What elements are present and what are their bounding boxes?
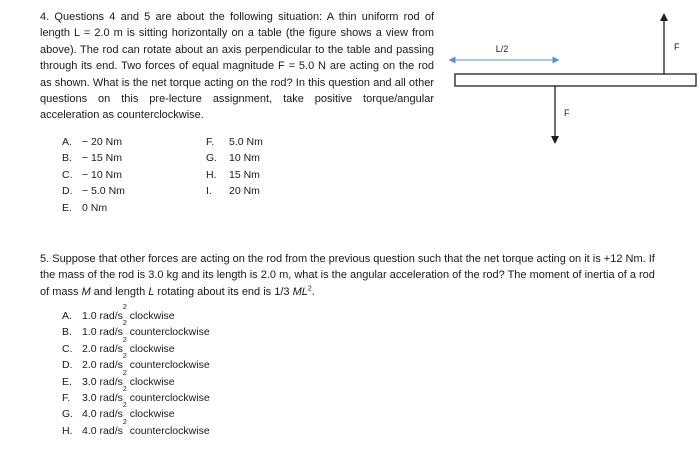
q5-option-unit-sup: 2 bbox=[122, 369, 127, 377]
q5-option-unit: rad/s bbox=[99, 424, 123, 437]
q5-option-letter: F. bbox=[62, 392, 71, 405]
q5-option-g[interactable] bbox=[62, 402, 210, 422]
q5-squared: 2 bbox=[307, 285, 312, 293]
q5-option-unit-sup: 2 bbox=[122, 320, 127, 328]
q5-option-dir: clockwise bbox=[129, 408, 175, 421]
q4-option-d[interactable] bbox=[62, 183, 125, 199]
q5-option-dir: clockwise bbox=[129, 310, 175, 322]
q4-option-value: − 15 Nm bbox=[82, 152, 122, 165]
q5-option-unit-sup: 2 bbox=[122, 336, 127, 344]
q5-option-b[interactable] bbox=[62, 320, 210, 340]
q4-option-value: 10 Nm bbox=[229, 152, 260, 165]
q5-option-dir: counterclockwise bbox=[129, 326, 210, 339]
q5-option-h[interactable] bbox=[62, 418, 210, 439]
force-label-bottom: F bbox=[564, 108, 570, 118]
q4-option-b[interactable] bbox=[62, 150, 125, 166]
q5-option-value: 3.0 bbox=[82, 392, 97, 405]
force-label-top: F bbox=[674, 42, 680, 52]
q4-option-a[interactable] bbox=[62, 134, 125, 150]
q5-option-unit: rad/s bbox=[99, 326, 123, 339]
q5-option-unit-sup: 2 bbox=[122, 304, 127, 311]
q5-option-letter: D. bbox=[62, 359, 73, 372]
q5-option-letter: H. bbox=[62, 424, 73, 437]
q5-option-value: 3.0 bbox=[82, 375, 97, 388]
q4-option-value: − 10 Nm bbox=[82, 168, 122, 181]
q5-option-dir: counterclockwise bbox=[129, 424, 210, 437]
q5-option-value: 2.0 bbox=[82, 342, 97, 355]
q5-text-end: . bbox=[311, 285, 315, 298]
q5-option-d[interactable] bbox=[62, 353, 210, 373]
q5-option-unit: rad/s bbox=[99, 408, 123, 421]
q5-option-unit: rad/s bbox=[99, 342, 123, 355]
q5-option-unit: rad/s bbox=[99, 310, 123, 322]
q4-option-letter: H. bbox=[206, 168, 217, 181]
q5-option-dir: counterclockwise bbox=[129, 392, 210, 405]
question-5-text bbox=[40, 251, 664, 300]
q4-option-h[interactable] bbox=[206, 167, 263, 183]
half-length-label: L/2 bbox=[495, 44, 509, 54]
q5-option-value: 1.0 bbox=[82, 310, 97, 322]
q5-option-unit: rad/s bbox=[99, 375, 123, 388]
q5-length-symbol: L bbox=[148, 285, 155, 298]
q4-option-value: 5.0 Nm bbox=[229, 136, 263, 148]
q5-option-letter: C. bbox=[62, 342, 73, 355]
q5-option-dir: clockwise bbox=[129, 342, 175, 355]
q5-text-part1: 5. Suppose that other forces are acting on the rod from the previous question such that the net torque acting on it is +12 Nm. If the mass of the rod is 3.0 kg and its length is 2.0 m, what is the angular acceleration of the rod? The moment of inertia of a rod of mass bbox=[40, 253, 655, 298]
q5-ml-symbol: ML bbox=[292, 285, 308, 298]
q5-option-f[interactable] bbox=[62, 386, 210, 406]
q4-option-g[interactable] bbox=[206, 150, 263, 166]
q5-options bbox=[62, 304, 210, 439]
q4-option-value: 20 Nm bbox=[229, 185, 260, 198]
q4-option-letter: I. bbox=[206, 185, 212, 198]
q5-option-dir: clockwise bbox=[129, 375, 175, 388]
q5-option-unit-sup: 2 bbox=[122, 402, 127, 410]
q5-option-unit-sup: 2 bbox=[122, 353, 127, 361]
q4-option-letter: C. bbox=[62, 168, 73, 181]
q5-option-value: 1.0 bbox=[82, 326, 97, 339]
q4-option-f[interactable] bbox=[206, 134, 263, 150]
q5-option-value: 4.0 bbox=[82, 408, 97, 421]
q4-option-value: 15 Nm bbox=[229, 168, 260, 181]
q5-option-value: 2.0 bbox=[82, 359, 97, 372]
q4-options-left bbox=[62, 134, 125, 216]
q4-option-i[interactable] bbox=[206, 183, 263, 199]
q4-option-value: − 5.0 Nm bbox=[82, 185, 125, 198]
q5-mass-symbol: M bbox=[81, 285, 91, 298]
q4-option-letter: A. bbox=[62, 136, 72, 148]
q4-option-letter: B. bbox=[62, 152, 72, 165]
q5-option-e[interactable] bbox=[62, 369, 210, 390]
q5-option-value: 4.0 bbox=[82, 424, 97, 437]
q5-option-unit-sup: 2 bbox=[122, 386, 127, 394]
q4-option-letter: D. bbox=[62, 185, 73, 198]
q5-option-letter: E. bbox=[62, 375, 72, 388]
q4-option-value: − 20 Nm bbox=[82, 136, 122, 148]
question-4-text: 4. Questions 4 and 5 are about the following situation: A thin uniform rod of length L = 2.0 m is sitting horizontally on a table (the figure shows a view from above). The rod can rotate about an axis perpendicular to the table and passing through its end. Two forces of equal magnitude F = 5.0 N are acting on the rod as shown. What is the net torque acting on the rod? In this question and all other questions on this pre-lecture assignment, take positive torque/angular acceleration as counterclockwise. bbox=[40, 11, 434, 122]
q4-option-letter: E. bbox=[62, 201, 72, 214]
q4-option-c[interactable] bbox=[62, 167, 125, 183]
q5-option-letter: A. bbox=[62, 310, 72, 322]
q4-option-e[interactable] bbox=[62, 200, 125, 216]
q5-option-a[interactable] bbox=[62, 304, 210, 324]
q5-option-c[interactable] bbox=[62, 336, 210, 357]
rod bbox=[455, 74, 696, 86]
q4-option-letter: G. bbox=[206, 152, 218, 165]
q4-option-letter: F. bbox=[206, 136, 215, 148]
q5-option-unit: rad/s bbox=[99, 392, 123, 405]
q5-option-letter: G. bbox=[62, 408, 74, 421]
q5-option-dir: counterclockwise bbox=[129, 359, 210, 372]
q4-options-right bbox=[206, 134, 263, 200]
q5-option-unit: rad/s bbox=[99, 359, 123, 372]
q5-option-unit-sup: 2 bbox=[122, 418, 127, 426]
rod-figure bbox=[440, 0, 700, 160]
q4-option-value: 0 Nm bbox=[82, 201, 108, 214]
q5-text-part2: and length bbox=[90, 285, 149, 298]
q5-option-letter: B. bbox=[62, 326, 72, 339]
q5-text-part3: rotating about its end is 1/3 bbox=[154, 285, 293, 298]
